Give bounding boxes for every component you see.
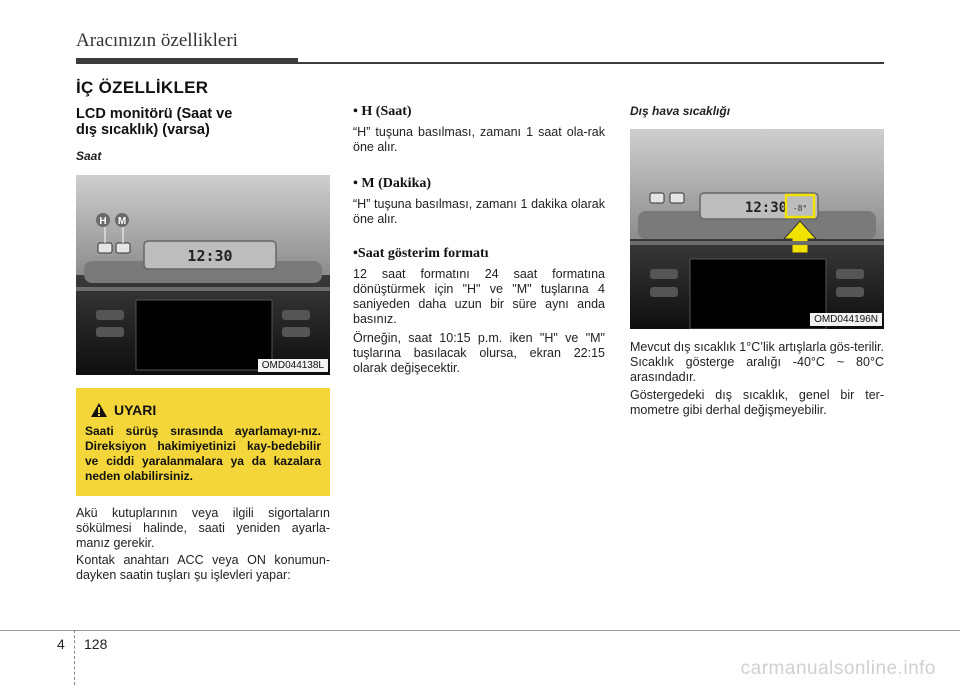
photo1-caption: OMD044138L — [258, 359, 328, 372]
format-text-1: 12 saat formatını 24 saat formatına dönüştürmek için "H" ve "M" tuşlarına 4 saniyeden daha uzun bir süre aynı anda basınız. — [353, 267, 605, 326]
m-button-text: “H” tuşuna basılması, zamanı 1 dakika olarak öne alır. — [353, 197, 605, 226]
footer-divider — [74, 630, 76, 685]
outside-temp-photo — [630, 129, 884, 329]
m-button-label: M — [117, 216, 127, 227]
temp-delay-paragraph: Göstergedeki dış sıcaklık, genel bir ter-mometre gibi derhal değişmeyebilir. — [630, 388, 884, 417]
temp-readout: -8° — [792, 204, 808, 213]
chapter-number: 4 — [57, 636, 65, 652]
header-bar — [76, 58, 298, 64]
ignition-paragraph: Kontak anahtarı ACC veya ON konumun-dayken saatin tuşları şu işlevleri yapar: — [76, 553, 330, 582]
outside-temp-subheading: Dış hava sıcaklığı — [630, 104, 731, 118]
warning-icon — [90, 402, 108, 418]
header-rule — [298, 62, 884, 64]
clock-photo — [76, 175, 330, 375]
h-button-text: “H” tuşuna basılması, zamanı 1 saat ola-rak öne alır. — [353, 125, 605, 154]
h-button-label: H — [99, 216, 107, 227]
footer-rule — [0, 630, 960, 631]
warning-title — [90, 402, 156, 418]
format-text-2: Örneğin, saat 10:15 p.m. iken "H" ve "M" tuşlarına basılacak olursa, ekran 22:15 olarak değişecektir. — [353, 331, 605, 375]
format-heading: •Saat gösterim formatı — [353, 246, 489, 261]
h-button-heading: • H (Saat) — [353, 104, 412, 119]
m-button-heading: • M (Dakika) — [353, 176, 432, 191]
photo2-caption: OMD044196N — [810, 313, 882, 326]
temp-range-paragraph: Mevcut dış sıcaklık 1°C’lik artışlarla gös-terilir. Sıcaklık gösterge aralığı -40°C ~ 80°C arasındadır. — [630, 340, 884, 384]
section-title: İÇ ÖZELLİKLER — [76, 78, 209, 97]
watermark: carmanualsonline.info — [740, 658, 936, 679]
clock-subheading: Saat — [76, 149, 102, 163]
battery-paragraph: Akü kutuplarının veya ilgili sigortaların sökülmesi halinde, saati yeniden ayarla-manız gerekir. — [76, 506, 330, 550]
lcd-heading: LCD monitörü (Saat ve dış sıcaklık) (varsa) — [76, 106, 233, 138]
page-number: 128 — [84, 636, 108, 652]
clock-display-readout: 12:30 — [187, 247, 233, 265]
warning-text: Saati sürüş sırasında ayarlamayı-nız. Direksiyon hakimiyetinizi kay-bedebilir ve ciddi yaralanmalara ya da kazalara neden olabilirsiniz. — [85, 424, 321, 483]
clock-display-readout-2: 12:30 — [744, 200, 788, 216]
running-header: Aracınızın özellikleri — [76, 30, 238, 51]
warning-title-text: UYARI — [114, 402, 157, 418]
warning-box — [76, 388, 330, 496]
